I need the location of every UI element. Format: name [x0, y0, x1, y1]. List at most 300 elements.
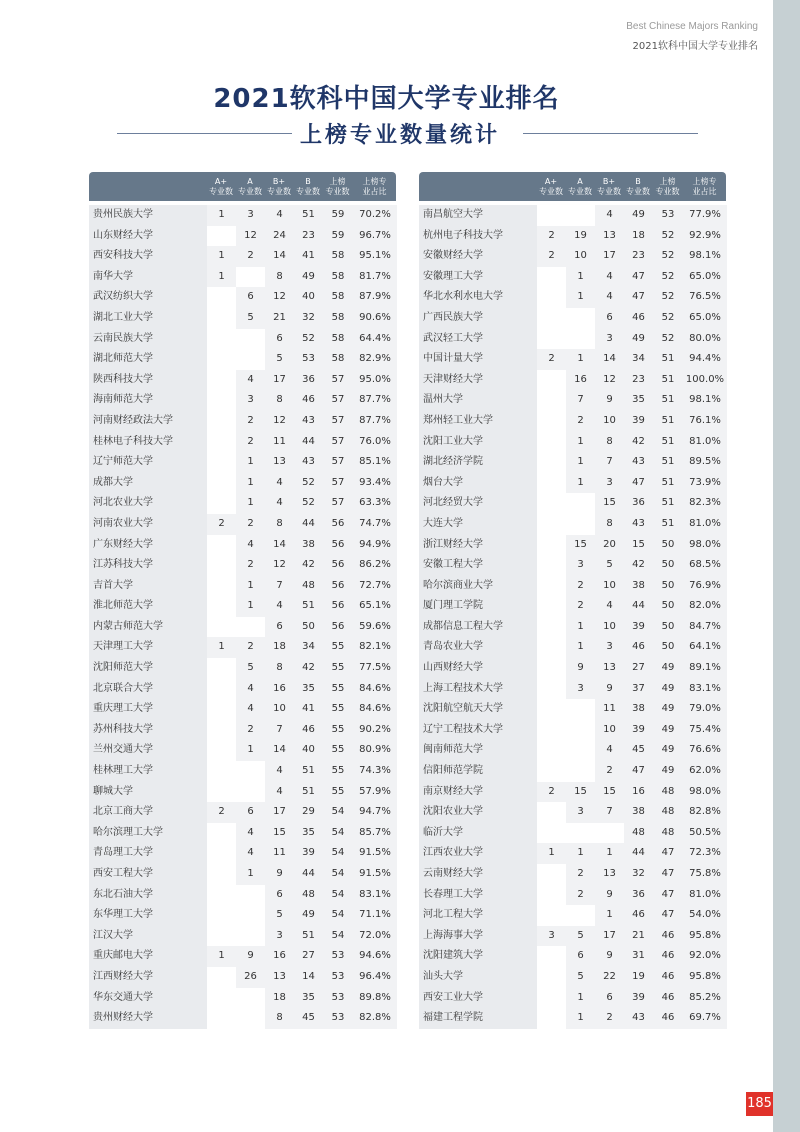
column-header: B+ 专业数 [267, 177, 291, 196]
table-cell: 47 [624, 267, 653, 288]
table-row [419, 329, 726, 350]
table-cell: 57 [323, 473, 353, 494]
table-cell: 76.6% [683, 740, 727, 761]
table-cell: 56 [323, 617, 353, 638]
table-row [419, 493, 726, 514]
table-cell: 32 [294, 308, 323, 329]
table-cell: 26 [236, 967, 265, 988]
table-cell: 49 [653, 761, 683, 782]
table-cell: 47 [624, 287, 653, 308]
table-cell: 1 [566, 452, 595, 473]
table-cell: 17 [595, 926, 624, 947]
table-cell: 83.1% [683, 679, 727, 700]
university-name: 桂林理工大学 [89, 761, 207, 782]
table-cell: 1 [566, 349, 595, 370]
table-cell: 3 [265, 926, 294, 947]
table-cell: 55 [323, 699, 353, 720]
table-cell: 82.3% [683, 493, 727, 514]
table-cell: 55 [323, 658, 353, 679]
university-name: 华东交通大学 [89, 988, 207, 1009]
table-cell: 1 [207, 205, 236, 226]
table-cell: 52 [653, 287, 683, 308]
table-cell: 43 [624, 514, 653, 535]
table-cell: 10 [595, 617, 624, 638]
table-cell: 49 [624, 329, 653, 350]
table-cell: 76.0% [353, 432, 397, 453]
table-cell: 7 [595, 802, 624, 823]
table-cell: 49 [653, 740, 683, 761]
table-cell: 7 [265, 720, 294, 741]
table-cell: 54 [323, 926, 353, 947]
table-cell: 14 [265, 246, 294, 267]
table-row [419, 432, 726, 453]
table-cell: 44 [624, 843, 653, 864]
table-cell: 15 [265, 823, 294, 844]
table-cell: 64.1% [683, 637, 727, 658]
table-cell: 47 [653, 843, 683, 864]
table-cell: 75.8% [683, 864, 727, 885]
table-cell: 12 [265, 411, 294, 432]
table-cell: 4 [236, 699, 265, 720]
table-cell: 2 [566, 576, 595, 597]
table-cell: 58 [323, 267, 353, 288]
table-cell: 47 [624, 761, 653, 782]
table-cell: 52 [294, 493, 323, 514]
table-cell: 16 [265, 946, 294, 967]
table-cell: 45 [624, 740, 653, 761]
table-cell: 56 [323, 514, 353, 535]
table-cell: 14 [595, 349, 624, 370]
table-cell: 1 [566, 637, 595, 658]
table-cell: 18 [265, 637, 294, 658]
table-cell: 49 [653, 679, 683, 700]
table-cell: 39 [624, 988, 653, 1009]
table-cell: 39 [294, 843, 323, 864]
table-cell: 9 [265, 864, 294, 885]
table-row [89, 905, 396, 926]
table-row [89, 926, 396, 947]
table-cell: 55 [323, 679, 353, 700]
table-cell: 1 [566, 617, 595, 638]
table-cell: 50 [653, 637, 683, 658]
table-cell: 7 [595, 452, 624, 473]
table-cell: 77.9% [683, 205, 727, 226]
university-name: 沈阳工业大学 [419, 432, 537, 453]
column-header: A 专业数 [238, 177, 262, 196]
table-cell: 2 [236, 637, 265, 658]
university-name: 云南财经大学 [419, 864, 537, 885]
university-name: 兰州交通大学 [89, 740, 207, 761]
table-row [419, 988, 726, 1009]
table-cell: 4 [595, 740, 624, 761]
table-cell: 46 [624, 905, 653, 926]
table-cell: 2 [537, 782, 566, 803]
table-cell: 15 [595, 493, 624, 514]
table-row [89, 205, 396, 226]
university-name: 江西农业大学 [419, 843, 537, 864]
table-cell: 13 [265, 452, 294, 473]
university-name: 东北石油大学 [89, 885, 207, 906]
table-cell: 4 [236, 843, 265, 864]
table-cell: 2 [537, 226, 566, 247]
table-cell: 50.5% [683, 823, 727, 844]
table-cell: 16 [566, 370, 595, 391]
table-cell: 35 [294, 823, 323, 844]
table-cell: 1 [236, 596, 265, 617]
table-cell: 2 [566, 596, 595, 617]
table-cell: 57 [323, 493, 353, 514]
university-name: 西安工程大学 [89, 864, 207, 885]
table-row [419, 370, 726, 391]
university-name: 上海海事大学 [419, 926, 537, 947]
table-row [89, 988, 396, 1009]
university-name: 沈阳航空航天大学 [419, 699, 537, 720]
table-cell: 2 [566, 411, 595, 432]
header-english: Best Chinese Majors Ranking [626, 21, 758, 32]
university-name: 成都信息工程大学 [419, 617, 537, 638]
university-name: 西安工业大学 [419, 988, 537, 1009]
table-cell: 6 [236, 287, 265, 308]
table-header [419, 172, 726, 201]
table-row [89, 720, 396, 741]
table-row [89, 946, 396, 967]
table-cell: 21 [624, 926, 653, 947]
table-cell: 42 [624, 432, 653, 453]
table-cell: 51 [653, 452, 683, 473]
table-cell: 81.7% [353, 267, 397, 288]
table-cell: 23 [624, 246, 653, 267]
table-row [89, 617, 396, 638]
table-cell: 7 [265, 576, 294, 597]
table-cell: 85.1% [353, 452, 397, 473]
table-cell: 1 [566, 267, 595, 288]
table-row [419, 452, 726, 473]
table-cell: 75.4% [683, 720, 727, 741]
table-row [419, 617, 726, 638]
table-cell: 98.1% [683, 246, 727, 267]
table-cell: 19 [624, 967, 653, 988]
table-cell: 95.8% [683, 926, 727, 947]
university-name: 安徽财经大学 [419, 246, 537, 267]
table-row [419, 596, 726, 617]
table-cell: 53 [653, 205, 683, 226]
table-cell: 14 [265, 740, 294, 761]
table-cell: 1 [236, 576, 265, 597]
table-cell: 85.2% [683, 988, 727, 1009]
table-cell: 11 [265, 843, 294, 864]
table-cell: 50 [653, 535, 683, 556]
table-cell: 49 [653, 658, 683, 679]
table-cell: 46 [294, 390, 323, 411]
table-cell: 24 [265, 226, 294, 247]
table-cell: 76.5% [683, 287, 727, 308]
table-cell: 4 [595, 596, 624, 617]
table-cell: 70.2% [353, 205, 397, 226]
table-cell: 52 [294, 329, 323, 350]
university-name: 内蒙古师范大学 [89, 617, 207, 638]
table-cell: 57 [323, 432, 353, 453]
table-cell: 3 [566, 802, 595, 823]
table-cell: 2 [236, 555, 265, 576]
table-cell: 40 [294, 740, 323, 761]
table-cell: 83.1% [353, 885, 397, 906]
table-row [419, 946, 726, 967]
table-cell: 54 [323, 864, 353, 885]
table-cell: 9 [236, 946, 265, 967]
table-cell: 74.3% [353, 761, 397, 782]
table-row [419, 679, 726, 700]
university-name: 海南师范大学 [89, 390, 207, 411]
table-cell: 9 [595, 885, 624, 906]
university-name: 河南农业大学 [89, 514, 207, 535]
table-cell: 8 [265, 658, 294, 679]
table-cell: 2 [537, 349, 566, 370]
table-cell: 3 [595, 329, 624, 350]
table-row [419, 267, 726, 288]
table-cell: 82.8% [683, 802, 727, 823]
side-strip [773, 0, 800, 1132]
university-name: 南京财经大学 [419, 782, 537, 803]
table-cell: 1 [236, 473, 265, 494]
table-cell: 4 [595, 267, 624, 288]
table-cell: 46 [653, 967, 683, 988]
table-cell: 3 [537, 926, 566, 947]
table-cell: 1 [236, 740, 265, 761]
table-cell: 89.5% [683, 452, 727, 473]
university-name: 浙江财经大学 [419, 535, 537, 556]
left-table [89, 172, 396, 1029]
table-cell: 98.0% [683, 782, 727, 803]
university-name: 温州大学 [419, 390, 537, 411]
table-cell: 81.0% [683, 885, 727, 906]
table-cell: 8 [265, 390, 294, 411]
university-name: 江汉大学 [89, 926, 207, 947]
table-cell: 15 [566, 535, 595, 556]
university-name: 沈阳农业大学 [419, 802, 537, 823]
university-name: 桂林电子科技大学 [89, 432, 207, 453]
table-cell: 54 [323, 843, 353, 864]
table-cell: 91.5% [353, 864, 397, 885]
university-name: 淮北师范大学 [89, 596, 207, 617]
university-name: 贵州民族大学 [89, 205, 207, 226]
table-cell: 68.5% [683, 555, 727, 576]
table-cell: 2 [236, 720, 265, 741]
table-cell: 2 [207, 514, 236, 535]
table-cell: 5 [595, 555, 624, 576]
table-cell: 51 [653, 349, 683, 370]
table-cell: 1 [236, 452, 265, 473]
table-cell: 43 [294, 411, 323, 432]
university-name: 河北农业大学 [89, 493, 207, 514]
table-cell: 69.7% [683, 1008, 727, 1029]
table-cell: 15 [566, 782, 595, 803]
table-cell: 92.0% [683, 946, 727, 967]
university-name: 江西财经大学 [89, 967, 207, 988]
table-cell: 80.0% [683, 329, 727, 350]
university-name: 河北工程大学 [419, 905, 537, 926]
table-row [89, 267, 396, 288]
table-row [89, 370, 396, 391]
table-cell: 51 [653, 473, 683, 494]
table-cell: 38 [294, 535, 323, 556]
table-row [89, 740, 396, 761]
table-cell: 55 [323, 637, 353, 658]
table-cell: 48 [653, 782, 683, 803]
table-cell: 46 [653, 926, 683, 947]
university-name: 重庆理工大学 [89, 699, 207, 720]
table-cell: 2 [595, 1008, 624, 1029]
table-cell: 82.1% [353, 637, 397, 658]
table-row [89, 843, 396, 864]
table-row [419, 308, 726, 329]
table-cell: 85.7% [353, 823, 397, 844]
table-cell: 47 [624, 473, 653, 494]
table-row [419, 555, 726, 576]
university-name: 天津财经大学 [419, 370, 537, 391]
university-name: 辽宁工程技术大学 [419, 720, 537, 741]
table-cell: 35 [294, 988, 323, 1009]
table-cell: 1 [566, 1008, 595, 1029]
table-cell: 21 [265, 308, 294, 329]
table-cell: 11 [265, 432, 294, 453]
table-cell: 51 [653, 493, 683, 514]
table-cell: 72.3% [683, 843, 727, 864]
table-cell: 52 [653, 329, 683, 350]
table-cell: 44 [294, 514, 323, 535]
table-cell: 1 [595, 905, 624, 926]
table-row [419, 802, 726, 823]
table-cell: 98.0% [683, 535, 727, 556]
table-cell: 36 [294, 370, 323, 391]
table-cell: 58 [323, 329, 353, 350]
table-cell: 100.0% [683, 370, 727, 391]
table-cell: 98.1% [683, 390, 727, 411]
table-row [89, 761, 396, 782]
table-row [89, 246, 396, 267]
table-row [419, 514, 726, 535]
table-row [419, 411, 726, 432]
table-cell: 3 [236, 390, 265, 411]
university-name: 郑州轻工业大学 [419, 411, 537, 432]
table-cell: 82.8% [353, 1008, 397, 1029]
university-name: 湖北师范大学 [89, 349, 207, 370]
table-cell: 95.0% [353, 370, 397, 391]
column-header: A+ 专业数 [539, 177, 563, 196]
university-name: 河南财经政法大学 [89, 411, 207, 432]
table-cell: 8 [265, 267, 294, 288]
table-cell: 5 [566, 926, 595, 947]
university-name: 广东财经大学 [89, 535, 207, 556]
table-row [89, 535, 396, 556]
table-cell: 10 [265, 699, 294, 720]
table-cell: 53 [323, 967, 353, 988]
table-row [89, 782, 396, 803]
table-row [89, 226, 396, 247]
table-cell: 4 [595, 287, 624, 308]
university-name: 信阳师范学院 [419, 761, 537, 782]
table-row [419, 473, 726, 494]
table-cell: 48 [653, 823, 683, 844]
table-cell: 49 [624, 205, 653, 226]
table-cell: 6 [265, 329, 294, 350]
table-cell: 3 [595, 637, 624, 658]
university-name: 湖北工业大学 [89, 308, 207, 329]
university-name: 长春理工大学 [419, 885, 537, 906]
table-row [89, 637, 396, 658]
table-row [89, 493, 396, 514]
table-cell: 27 [624, 658, 653, 679]
table-row [419, 843, 726, 864]
table-cell: 2 [595, 761, 624, 782]
table-cell: 50 [653, 596, 683, 617]
table-row [419, 637, 726, 658]
table-cell: 32 [624, 864, 653, 885]
university-name: 辽宁师范大学 [89, 452, 207, 473]
table-cell: 8 [265, 1008, 294, 1029]
table-cell: 8 [595, 514, 624, 535]
table-cell: 1 [595, 843, 624, 864]
table-cell: 49 [294, 905, 323, 926]
university-name: 中国计量大学 [419, 349, 537, 370]
table-cell: 13 [595, 864, 624, 885]
university-name: 山东财经大学 [89, 226, 207, 247]
table-cell: 1 [207, 267, 236, 288]
table-cell: 57 [323, 452, 353, 473]
university-name: 武汉轻工大学 [419, 329, 537, 350]
university-name: 西安科技大学 [89, 246, 207, 267]
table-cell: 76.9% [683, 576, 727, 597]
table-cell: 50 [653, 555, 683, 576]
table-cell: 6 [265, 617, 294, 638]
table-row [419, 740, 726, 761]
table-row [89, 287, 396, 308]
university-name: 东华理工大学 [89, 905, 207, 926]
table-row [89, 596, 396, 617]
table-row [419, 349, 726, 370]
table-row [419, 926, 726, 947]
table-cell: 4 [236, 679, 265, 700]
table-cell: 40 [294, 287, 323, 308]
table-cell: 58 [323, 308, 353, 329]
table-cell: 51 [294, 782, 323, 803]
table-cell: 2 [537, 246, 566, 267]
table-row [419, 967, 726, 988]
table-cell: 5 [265, 349, 294, 370]
university-name: 安徽工程大学 [419, 555, 537, 576]
table-cell: 48 [624, 823, 653, 844]
table-cell: 51 [653, 390, 683, 411]
table-cell: 17 [265, 802, 294, 823]
table-row [89, 452, 396, 473]
university-name: 重庆邮电大学 [89, 946, 207, 967]
university-name: 厦门理工学院 [419, 596, 537, 617]
university-name: 华北水利水电大学 [419, 287, 537, 308]
table-cell: 1 [566, 988, 595, 1009]
table-cell: 84.7% [683, 617, 727, 638]
table-cell: 11 [595, 699, 624, 720]
table-row [419, 823, 726, 844]
table-cell: 2 [236, 411, 265, 432]
table-cell: 55 [323, 782, 353, 803]
table-cell: 55 [323, 720, 353, 741]
table-cell: 35 [294, 679, 323, 700]
table-cell: 49 [294, 267, 323, 288]
table-cell: 22 [595, 967, 624, 988]
table-cell: 87.7% [353, 390, 397, 411]
table-cell: 44 [294, 864, 323, 885]
table-row [89, 432, 396, 453]
table-cell: 1 [566, 432, 595, 453]
